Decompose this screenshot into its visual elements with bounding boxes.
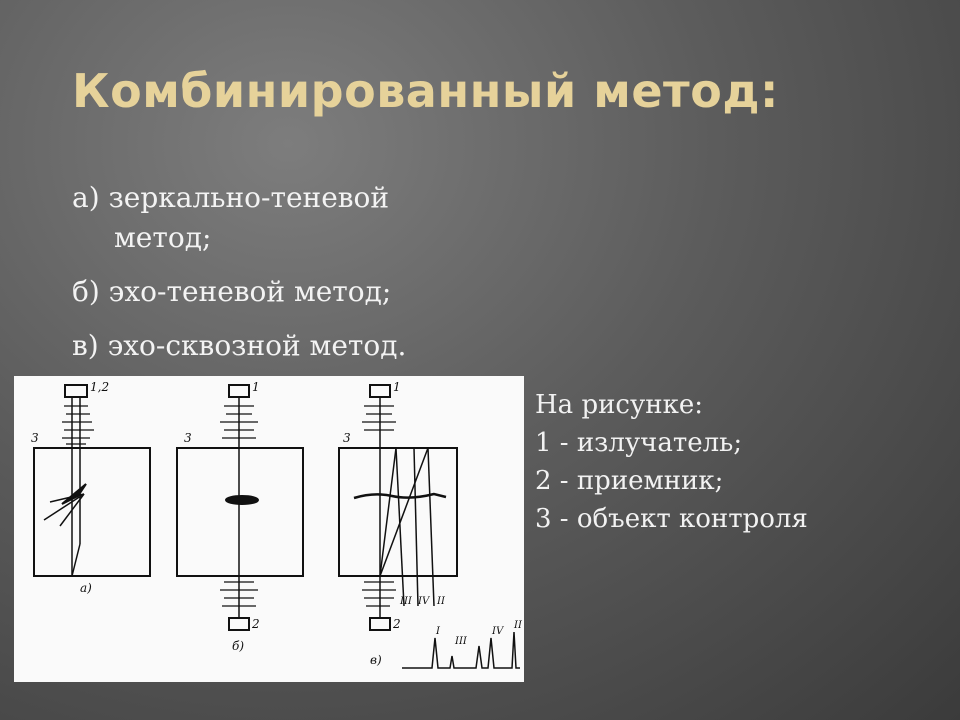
- caption-item-1: 1 - излучатель;: [535, 428, 743, 458]
- panel-a-object: [34, 448, 150, 576]
- method-c: в) эхо-сквозной метод.: [72, 329, 407, 362]
- panel-a-rays: [72, 397, 80, 576]
- methods-list: [72, 178, 512, 380]
- pulse-label-ii: II: [514, 620, 522, 631]
- panel-a-transducer: [65, 385, 87, 397]
- panel-c-ray-label-ii: II: [437, 596, 445, 607]
- panel-c-ray-label-iii: III: [400, 596, 412, 607]
- method-a-line1: а) зеркально-теневой: [72, 181, 390, 214]
- panel-c-top-label: 1: [393, 380, 401, 394]
- panel-c-object-label: 3: [343, 431, 351, 445]
- figure-caption: [535, 386, 808, 538]
- panel-c-label: в): [370, 653, 382, 667]
- panel-c-bottom-label: 2: [393, 617, 401, 631]
- method-a: [72, 178, 512, 258]
- panel-b-bottom-transducer: [229, 618, 249, 630]
- pulse-label-i: I: [436, 626, 440, 637]
- pulse-label-iii: III: [455, 636, 467, 647]
- panel-c-object: [339, 448, 457, 576]
- panel-b-top-label: 1: [252, 380, 260, 394]
- caption-item-2: 2 - приемник;: [535, 466, 724, 496]
- panel-a-label: а): [80, 581, 92, 595]
- panel-a-scatter-arrows: [44, 494, 84, 526]
- panel-a-object-label: 3: [31, 431, 39, 445]
- method-a-line2: метод;: [114, 221, 212, 254]
- method-diagrams: [14, 376, 524, 682]
- panel-a-transducer-label: 1,2: [90, 380, 110, 394]
- panel-c-defect: [354, 494, 446, 498]
- panel-b-bottom-label: 2: [252, 617, 260, 631]
- pulse-label-iv: IV: [492, 626, 504, 637]
- panel-c-top-transducer: [370, 385, 390, 397]
- panel-b-top-transducer: [229, 385, 249, 397]
- method-b: б) эхо-теневой метод;: [72, 275, 392, 308]
- panel-c-bottom-transducer: [370, 618, 390, 630]
- caption-item-3: 3 - объект контроля: [535, 504, 808, 534]
- caption-heading: На рисунке:: [535, 390, 703, 420]
- panel-b-object: [177, 448, 303, 576]
- panel-b-label: б): [232, 639, 245, 653]
- panel-c-ray-label-iv: IV: [418, 596, 430, 607]
- slide-title: Комбинированный метод:: [72, 64, 779, 118]
- diagram-svg: [14, 376, 524, 682]
- panel-b-object-label: 3: [184, 431, 192, 445]
- panel-a-water-lines: [62, 406, 94, 444]
- panel-b-defect: [226, 496, 258, 504]
